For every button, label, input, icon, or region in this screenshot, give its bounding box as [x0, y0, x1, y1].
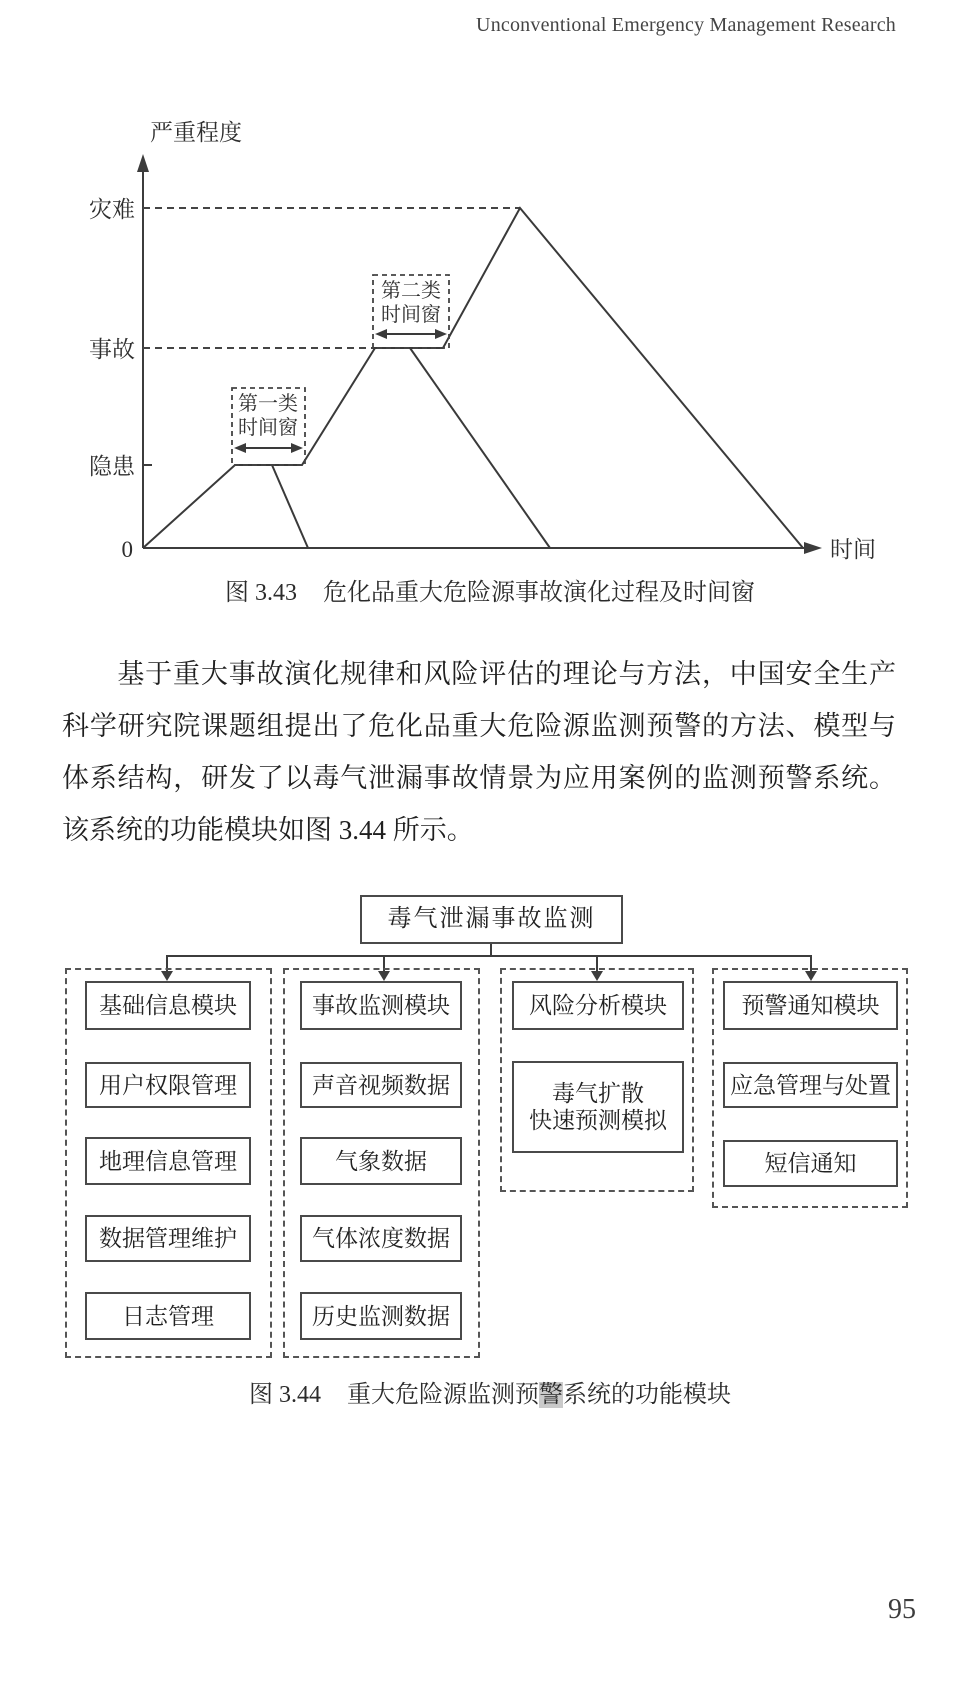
- module-box: 地理信息管理: [85, 1137, 251, 1185]
- y-axis-arrow-icon: [137, 154, 149, 172]
- figure-3-44-caption-post: 系统的功能模块: [563, 1382, 731, 1408]
- figure-3-44-caption-pre: 重大危险源监测预: [347, 1382, 539, 1408]
- figure-3-44-caption: [0, 1374, 980, 1409]
- x-axis-label: 时间: [830, 537, 876, 562]
- diagram-root-box: 毒气泄漏事故监测: [360, 895, 623, 944]
- x-axis-arrow-icon: [804, 542, 822, 554]
- module-box: 应急管理与处置: [723, 1062, 898, 1108]
- module-box: 声音视频数据: [300, 1062, 462, 1108]
- hazard-branch-line: [272, 465, 308, 548]
- time-window-2-label-line2: 时间窗: [381, 304, 441, 326]
- time-window-2-label-line1: 第二类: [381, 280, 441, 302]
- evolution-main-line: [143, 208, 803, 548]
- time-window-1-arrow-left-icon: [234, 443, 246, 453]
- scan-artifact-char: 警: [539, 1382, 563, 1408]
- y-axis-title: 严重程度: [150, 120, 242, 145]
- time-window-1-label-line2: 时间窗: [238, 417, 298, 439]
- module-box: 预警通知模块: [723, 981, 898, 1030]
- module-box: 基础信息模块: [85, 981, 251, 1030]
- tick-accident: 事故: [89, 337, 135, 362]
- figure-3-43-caption: [0, 572, 980, 607]
- module-box: 短信通知: [723, 1140, 898, 1187]
- time-window-2-arrow-right-icon: [435, 329, 447, 339]
- module-box: 气体浓度数据: [300, 1215, 462, 1262]
- figure-3-43-caption-label: 图 3.43: [225, 580, 297, 606]
- module-box: 气象数据: [300, 1137, 462, 1185]
- module-box: 历史监测数据: [300, 1292, 462, 1340]
- time-window-1-label-line1: 第一类: [238, 393, 298, 415]
- body-paragraph: 基于重大事故演化规律和风险评估的理论与方法，中国安全生产科学研究院课题组提出了危化品重大危险源监测预警的方法、模型与体系结构，研发了以毒气泄漏事故情景为应用案例的监测预警系统。该系统的功能模块如图 3.44 所示。: [62, 659, 896, 845]
- time-window-1-arrow-right-icon: [291, 443, 303, 453]
- tick-disaster: 灾难: [89, 197, 135, 222]
- module-box-two-line: [512, 1061, 684, 1153]
- connector-horizontal: [167, 955, 812, 957]
- module-box-line2: 快速预测模拟: [529, 1108, 667, 1133]
- module-box: 用户权限管理: [85, 1062, 251, 1108]
- page-number: 95: [888, 1594, 916, 1625]
- module-box: 事故监测模块: [300, 981, 462, 1030]
- time-window-2-arrow-left-icon: [375, 329, 387, 339]
- module-box: 风险分析模块: [512, 981, 684, 1030]
- tick-zero: 0: [121, 537, 133, 562]
- figure-3-43-caption-text: 危化品重大危险源事故演化过程及时间窗: [323, 580, 755, 606]
- tick-hazard: 隐患: [89, 454, 135, 479]
- running-header: Unconventional Emergency Management Research: [476, 14, 896, 36]
- module-box: 日志管理: [85, 1292, 251, 1340]
- accident-branch-line: [410, 348, 550, 548]
- module-box-line1: 毒气扩散: [552, 1081, 644, 1106]
- figure-3-44-caption-label: 图 3.44: [249, 1382, 321, 1408]
- figure-3-43-chart: [0, 0, 980, 600]
- module-box: 数据管理维护: [85, 1215, 251, 1262]
